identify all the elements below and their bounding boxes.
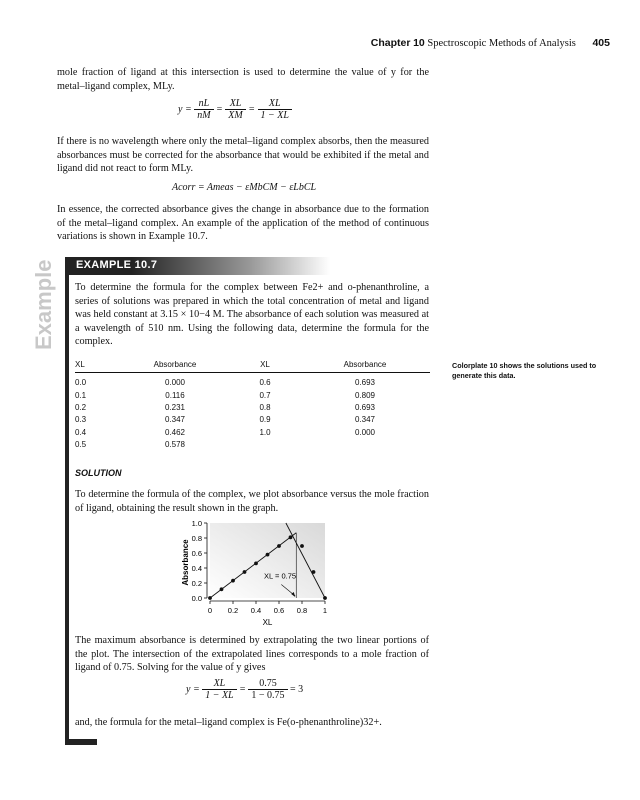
cell: 0.1 (75, 390, 87, 400)
y-tick-label: 0.2 (191, 578, 202, 588)
x-tick-label: 0.4 (250, 606, 262, 615)
example-side-bar (65, 257, 69, 739)
cell: 0.3 (75, 415, 87, 425)
plot-area (210, 523, 325, 598)
cell: 0.0 (75, 378, 87, 388)
table-row (75, 426, 430, 438)
eq3-val-num: 0.75 (248, 678, 287, 690)
eq1-nl: nL (194, 98, 213, 110)
table-row (75, 438, 430, 450)
eq3-one-minus-xl: 1 − XL (205, 690, 234, 701)
x-tick-label: 0.2 (227, 606, 239, 615)
x-tick-label: 0.8 (296, 606, 308, 615)
eq3-frac-numeric (248, 678, 287, 701)
data-point (323, 596, 327, 600)
table-row (75, 389, 430, 401)
cell: 0.7 (259, 390, 271, 400)
x-tick-label: 0 (207, 606, 213, 615)
eq1-lhs: y (178, 103, 183, 115)
col-header-xl-1: XL (75, 360, 120, 373)
cell: 0.693 (354, 402, 376, 412)
eq1-xm: XM (228, 110, 243, 121)
equation-3: y = $\frac{XL}{1 - XL}$ = $\frac{0.75}{1 - 0.75}$ = 3 (186, 678, 304, 701)
example-side-label (5, 259, 65, 358)
cell: 0.000 (354, 427, 376, 437)
cell: 0.231 (164, 402, 186, 412)
data-point (254, 561, 258, 565)
cell: 1.0 (259, 427, 271, 437)
intro-paragraph-1: mole fraction of ligand at this intersection is used to determine the value of y for the metal–ligand complex, MLy. (57, 67, 429, 92)
data-point (300, 544, 304, 548)
chapter-title: Spectroscopic Methods of Analysis (427, 38, 576, 49)
eq1-nm: nM (197, 110, 211, 121)
data-point (289, 535, 293, 539)
table-row (75, 401, 430, 413)
example-title: EXAMPLE 10.7 (76, 259, 158, 271)
example-side-label-text: Example (31, 259, 56, 350)
cell: 0.2 (75, 402, 87, 412)
cell: 0.578 (164, 440, 186, 450)
data-point (266, 553, 270, 557)
eq1-xl: XL (225, 98, 245, 110)
data-point (231, 579, 235, 583)
cell: 0.9 (259, 415, 271, 425)
col-header-xl-2: XL (230, 360, 300, 373)
x-axis-label: XL (262, 618, 273, 627)
margin-note: Colorplate 10 shows the solutions used to generate this data. (452, 361, 597, 380)
table-row (75, 414, 430, 426)
cell: 0.6 (259, 378, 271, 388)
data-point (220, 587, 224, 591)
cell: 0.4 (75, 427, 87, 437)
eq1-frac-n (194, 98, 213, 121)
y-axis-label: Absorbance (181, 539, 190, 586)
data-point (243, 570, 247, 574)
intro-paragraph-3: In essence, the corrected absorbance gives the change in absorbance due to the formation of the metal–ligand complex. An example of the application of the method of continuous variations is shown in Example 10.7. (57, 204, 429, 243)
data-point (277, 544, 281, 548)
table-header-row (75, 360, 430, 373)
data-point (312, 570, 316, 574)
y-tick-label: 0.6 (191, 548, 202, 558)
eq1-xl-2: XL (258, 98, 292, 110)
data-point (208, 596, 212, 600)
cell: 0.809 (354, 390, 376, 400)
example-side-bar-end (65, 739, 97, 745)
page-number: 405 (592, 37, 610, 49)
cell: 0.8 (259, 402, 271, 412)
eq3-result: = 3 (290, 683, 304, 695)
eq3-frac-symbolic (202, 678, 236, 701)
y-tick-label: 0.0 (191, 593, 202, 603)
y-tick-label: 1.0 (191, 518, 202, 528)
cell: 0.462 (164, 427, 186, 437)
y-tick-label: 0.8 (191, 533, 202, 543)
equation-2: Acorr = Ameas − εMbCM − εLbCL (172, 182, 317, 193)
data-table (75, 360, 430, 451)
eq3-xl: XL (202, 678, 236, 690)
annotation-label: XL = 0.75 (264, 571, 297, 581)
cell: 0.693 (354, 378, 376, 388)
example-problem: To determine the formula for the complex between Fe2+ and o-phenanthroline, a series of solutions was prepared in which the total concentration of metal and ligand was held constant at 3.15 × 10−4 M. The absorbance of each solution was measured at a wavelength of 510 nm. Using the following data, determine the formula for the complex. (75, 282, 429, 348)
eq3-lhs: y (186, 683, 191, 695)
col-header-absorbance-2: Absorbance (300, 360, 430, 373)
table-row (75, 377, 430, 389)
cell: 0.5 (75, 440, 87, 450)
absorbance-chart (170, 518, 350, 634)
solution-paragraph-2: The maximum absorbance is determined by extrapolating the two linear portions of the plot. The intersection of the extrapolated lines corresponds to a mole fraction of ligand of 0.75. Solving for the value of y gives (75, 635, 429, 674)
eq1-frac-x (225, 98, 245, 121)
y-tick-label: 0.4 (191, 563, 202, 573)
running-header (340, 37, 610, 49)
cell: 0.000 (164, 378, 186, 388)
cell: 0.116 (165, 390, 185, 400)
equation-1: y = $\frac{nL}{nM}$ = $\frac{XL}{XM}$ = $\frac{XL}{1 - XL}$ (178, 98, 292, 121)
solution-paragraph-1: To determine the formula of the complex, we plot absorbance versus the mole fraction of ligand, obtaining the result shown in the graph. (75, 489, 429, 514)
conclusion: and, the formula for the metal–ligand complex is Fe(o-phenanthroline)32+. (75, 717, 382, 728)
eq1-frac-xl (258, 98, 292, 121)
cell: 0.347 (164, 415, 186, 425)
cell: 0.347 (354, 415, 376, 425)
eq1-one-minus-xl: 1 − XL (260, 110, 289, 121)
intro-paragraph-2: If there is no wavelength where only the metal–ligand complex absorbs, then the measured absorbances must be corrected for the absorbance that would be exhibited if the metal and ligand did not react to form MLy. (57, 136, 429, 175)
x-tick-label: 1 (322, 606, 328, 615)
chapter-number: 10 (413, 37, 425, 49)
solution-heading: SOLUTION (75, 468, 122, 478)
chapter-label: Chapter (370, 37, 411, 49)
col-header-absorbance-1: Absorbance (120, 360, 230, 373)
eq3-val-den: 1 − 0.75 (251, 690, 285, 701)
x-tick-label: 0.6 (273, 606, 285, 615)
